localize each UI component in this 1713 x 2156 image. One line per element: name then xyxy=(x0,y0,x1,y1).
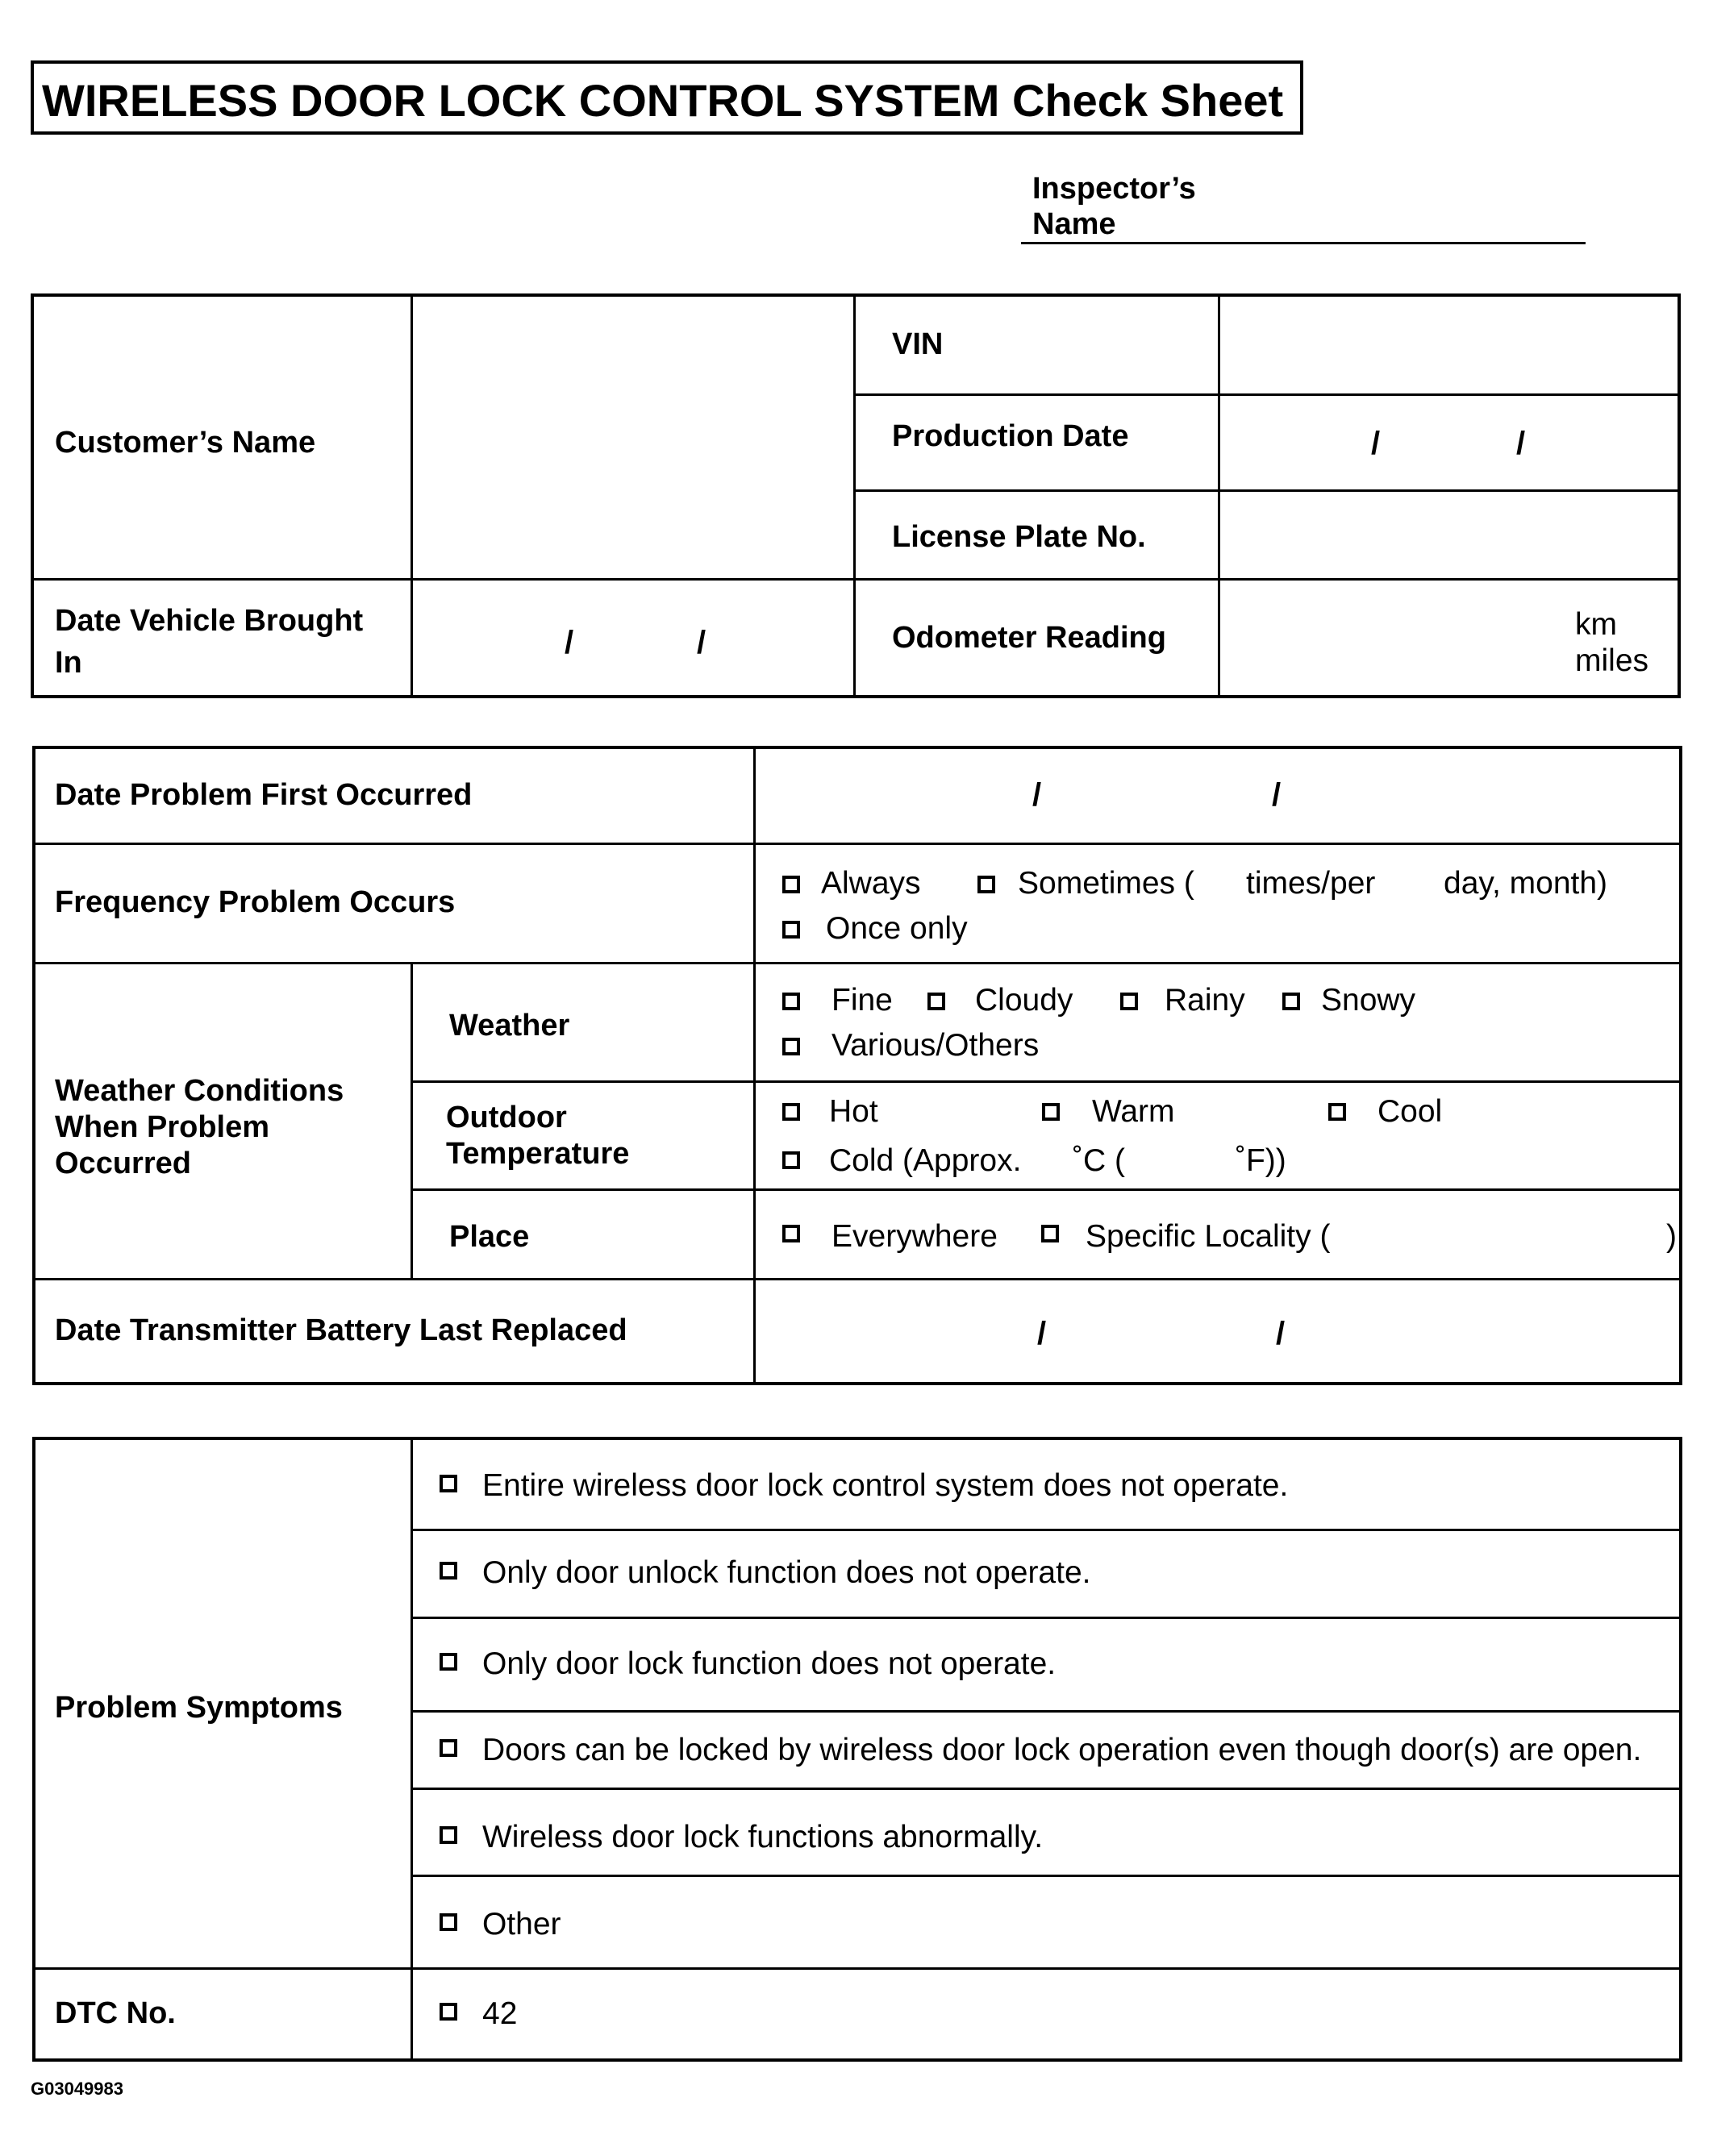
weather-fine-checkbox[interactable] xyxy=(782,993,800,1010)
weather-rainy-text: Rainy xyxy=(1165,983,1245,1018)
divider xyxy=(411,1080,1682,1083)
place-everywhere-text: Everywhere xyxy=(831,1219,998,1254)
temp-cool-checkbox[interactable] xyxy=(1328,1103,1346,1121)
weather-rainy-checkbox[interactable] xyxy=(1120,993,1138,1010)
inspector-label: Inspector’s Name xyxy=(1032,172,1196,241)
dtc-value: 42 xyxy=(482,1996,518,2031)
symptom-checkbox[interactable] xyxy=(440,1826,457,1844)
frequency-label: Frequency Problem Occurs xyxy=(55,885,456,919)
freq-day-month-text: day, month) xyxy=(1444,866,1608,901)
symptom-checkbox[interactable] xyxy=(440,1653,457,1671)
temp-hot-checkbox[interactable] xyxy=(782,1103,800,1121)
symptom-checkbox[interactable] xyxy=(440,1562,457,1580)
weather-fine-text: Fine xyxy=(831,983,893,1018)
weather-various-text: Various/Others xyxy=(831,1028,1040,1063)
date-brought-in-label: Date Vehicle Brought In xyxy=(55,604,364,680)
symptom-checkbox[interactable] xyxy=(440,1913,457,1931)
date-slash: / xyxy=(565,625,574,660)
outdoor-temp-label: Outdoor Temperature xyxy=(446,1101,630,1171)
divider xyxy=(853,489,1681,492)
freq-sometimes-checkbox[interactable] xyxy=(977,876,995,893)
date-slash: / xyxy=(1276,1316,1286,1351)
weather-conditions-label: Weather Conditions When Problem Occurred xyxy=(55,1074,344,1180)
temp-fahrenheit-text: ˚F)) xyxy=(1236,1143,1286,1178)
odometer-label: Odometer Reading xyxy=(892,621,1166,655)
symptom-text: Entire wireless door lock control system does not operate. xyxy=(482,1468,1289,1503)
freq-times-per-text: times/per xyxy=(1246,866,1376,901)
divider xyxy=(411,1617,1682,1619)
date-first-occurred-label: Date Problem First Occurred xyxy=(55,778,473,812)
symptom-text: Wireless door lock functions abnormally. xyxy=(482,1820,1044,1854)
figure-code: G03049983 xyxy=(31,2079,123,2099)
customer-name-label: Customer’s Name xyxy=(55,426,316,460)
temp-warm-text: Warm xyxy=(1092,1094,1175,1129)
symptom-checkbox[interactable] xyxy=(440,1739,457,1757)
page-title: WIRELESS DOOR LOCK CONTROL SYSTEM Check Sheet xyxy=(42,75,1284,126)
place-close-paren: ) xyxy=(1666,1219,1677,1254)
date-slash: / xyxy=(697,625,706,660)
divider xyxy=(411,964,413,1280)
battery-replaced-label: Date Transmitter Battery Last Replaced xyxy=(55,1313,627,1347)
place-specific-text: Specific Locality ( xyxy=(1086,1219,1331,1254)
license-plate-label: License Plate No. xyxy=(892,520,1146,554)
divider xyxy=(411,1788,1682,1790)
weather-snowy-text: Snowy xyxy=(1321,983,1416,1018)
temp-warm-checkbox[interactable] xyxy=(1042,1103,1060,1121)
divider xyxy=(411,1529,1682,1531)
weather-snowy-checkbox[interactable] xyxy=(1282,993,1300,1010)
vin-label: VIN xyxy=(892,327,944,361)
divider xyxy=(411,1188,1682,1191)
temp-cool-text: Cool xyxy=(1377,1094,1443,1129)
dtc-label: DTC No. xyxy=(55,1996,176,2030)
date-slash: / xyxy=(1032,777,1042,813)
place-everywhere-checkbox[interactable] xyxy=(782,1225,800,1242)
divider xyxy=(32,843,1682,845)
weather-various-checkbox[interactable] xyxy=(782,1038,800,1055)
date-slash: / xyxy=(1371,426,1381,461)
temp-celsius-text: ˚C ( xyxy=(1073,1143,1125,1178)
temp-cold-text: Cold (Approx. xyxy=(829,1143,1022,1178)
freq-always-text: Always xyxy=(821,866,921,901)
freq-once-text: Once only xyxy=(826,911,968,946)
weather-cloudy-text: Cloudy xyxy=(975,983,1073,1018)
divider xyxy=(32,1278,1682,1280)
inspector-name-line[interactable] xyxy=(1021,242,1586,244)
divider xyxy=(411,293,413,698)
customer-name-field[interactable] xyxy=(415,298,849,574)
unit-km: km xyxy=(1575,607,1617,642)
divider xyxy=(753,746,756,1385)
divider xyxy=(32,962,1682,964)
weather-label: Weather xyxy=(449,1009,570,1043)
date-slash: / xyxy=(1037,1316,1047,1351)
freq-once-checkbox[interactable] xyxy=(782,921,800,939)
temp-cold-checkbox[interactable] xyxy=(782,1151,800,1169)
divider xyxy=(411,1875,1682,1877)
place-label: Place xyxy=(449,1220,530,1254)
license-plate-field[interactable] xyxy=(1223,493,1678,574)
date-slash: / xyxy=(1516,426,1526,461)
symptom-checkbox[interactable] xyxy=(440,1475,457,1492)
symptom-text: Other xyxy=(482,1907,561,1942)
date-slash: / xyxy=(1272,777,1282,813)
divider xyxy=(31,578,1681,581)
problem-table xyxy=(32,746,1682,1385)
divider xyxy=(1218,293,1220,698)
production-date-label: Production Date xyxy=(892,419,1129,453)
divider xyxy=(853,393,1681,396)
weather-cloudy-checkbox[interactable] xyxy=(927,993,945,1010)
divider xyxy=(32,1967,1682,1970)
symptom-text: Only door unlock function does not operate. xyxy=(482,1555,1091,1590)
dtc-checkbox[interactable] xyxy=(440,2003,457,2021)
divider xyxy=(853,293,856,698)
divider xyxy=(411,1710,1682,1713)
unit-miles: miles xyxy=(1575,643,1649,678)
problem-symptoms-label: Problem Symptoms xyxy=(55,1691,343,1725)
vin-field[interactable] xyxy=(1223,298,1678,390)
symptom-text: Only door lock function does not operate. xyxy=(482,1646,1057,1681)
place-specific-checkbox[interactable] xyxy=(1041,1225,1059,1242)
temp-hot-text: Hot xyxy=(829,1094,878,1129)
freq-sometimes-text: Sometimes ( xyxy=(1018,866,1194,901)
symptom-text: Doors can be locked by wireless door lock operation even though door(s) are open. xyxy=(482,1733,1642,1767)
freq-always-checkbox[interactable] xyxy=(782,876,800,893)
